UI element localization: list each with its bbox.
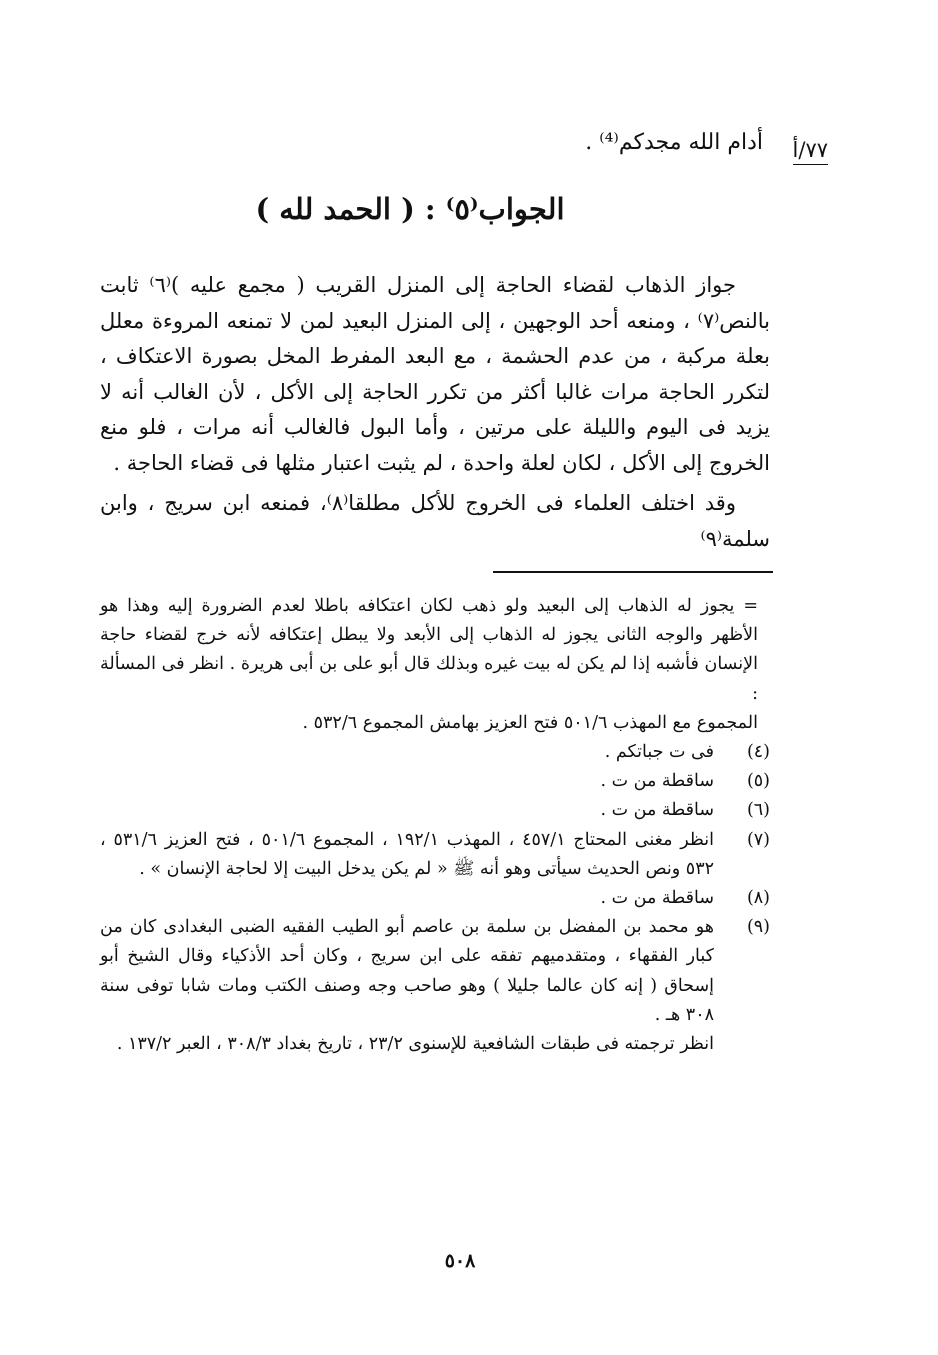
footnote-number: (٨): [746, 888, 770, 909]
footnote-text: ساقطة من ت .: [600, 888, 714, 909]
footnote-item: [100, 826, 776, 884]
paragraph: وقد اختلف العلماء فى الخروج للأكل مطلقا⁽٨⁾، فمنعه ابن سريج ، وابن سلمة⁽٩⁾: [100, 491, 770, 551]
footnote-number: (٤): [746, 742, 770, 763]
main-text: [100, 268, 770, 557]
footnote-number: (٥): [746, 771, 770, 792]
footnote-item: [100, 913, 776, 1059]
footnote-text: هو محمد بن المفضل بن سلمة بن عاصم أبو الطيب الفقيه الضبى البغدادى كان من كبار الفقهاء ، ومتقدميهم تفقه على ابن سريج ، وكان أحد الأذكياء وقال الشيخ أبو إسحاق ( إنه كان عالما جليلا ) وهو صاحب وجه وصنف الكتب ومات شابا توفى سنة ٣٠٨ هـ . انظر ترجمته فى طبقات الشافعية للإسنوى ٢٣/٢ ، تاريخ بغداد ٣٠٨/٣ ، العبر ١٣٧/٢ .: [100, 917, 714, 1055]
top-line-text: أدام الله مجدكم⁽⁴⁾ .: [585, 130, 763, 155]
footnote-separator: [493, 571, 773, 573]
footnote-item: [100, 738, 776, 767]
footnote-number: (٩): [746, 917, 770, 938]
footnote-text: فى ت جباتكم .: [604, 742, 714, 763]
footnote-item: [100, 884, 776, 913]
paragraph: جواز الذهاب لقضاء الحاجة إلى المنزل القريب ( مجمع عليه )⁽٦⁾ ثابت بالنص⁽٧⁾ ، ومنعه أحد الوجهين ، إلى المنزل البعيد لمن لا تمنعه المروءة معلل بعلة مركبة ، من عدم الحشمة ، مع البعد المفرط المخل بصورة الاعتكاف ، لتكرر الحاجة مرات غالبا أكثر من تكرر الحاجة إلى الأكل ، لأن الغالب أنه لا يزيد فى اليوم والليلة على مرتين ، وأما البول فالغالب أنه مرات ، فلو منع الخروج إلى الأكل ، لكان لعلة واحدة ، لم يثبت اعتبار مثلها فى قضاء الحاجة .: [100, 273, 770, 475]
answer-heading: الجواب⁽٥⁾ : ( الحمد لله ): [255, 192, 565, 226]
footnote-continuation-reference: المجموع مع المهذب ٥٠١/٦ فتح العزيز بهامش المجموع ٥٣٢/٦ .: [302, 712, 758, 733]
footnote-item: [100, 796, 776, 825]
footnote-number: (٧): [746, 829, 770, 850]
footnote-text: ساقطة من ت .: [600, 771, 714, 792]
folio-marker: ٧٧/أ: [793, 138, 828, 165]
footnote-continuation: = يجوز له الذهاب إلى البعيد ولو ذهب لكان اعتكافه باطلا لعدم الضرورة إليه وهذا هو الأظهر والوجه الثانى يجوز له الذهاب إلى الأبعد ولا يبطل إعتكافه لأنه خرج لقضاء حاجة الإنسان فأشبه إذا لم يكن له بيت غيره وبذلك قال أبو على بن أبى هريرة . انظر فى المسألة :: [100, 596, 758, 704]
footnote-item: [100, 767, 776, 796]
footnote-number: (٦): [746, 800, 770, 821]
page-number: ٥٠٨: [444, 1250, 476, 1272]
footnote-text: ساقطة من ت .: [600, 800, 714, 821]
footnote-text: انظر مغنى المحتاج ٤٥٧/١ ، المهذب ١٩٢/١ ، المجموع ٥٠١/٦ ، فتح العزيز ٥٣١/٦ ، ٥٣٢ ونص الحديث سيأتى وهو أنه ﷺ « لم يكن يدخل البيت إلا لحاجة الإنسان » .: [100, 829, 715, 879]
footnotes: [100, 592, 776, 1059]
